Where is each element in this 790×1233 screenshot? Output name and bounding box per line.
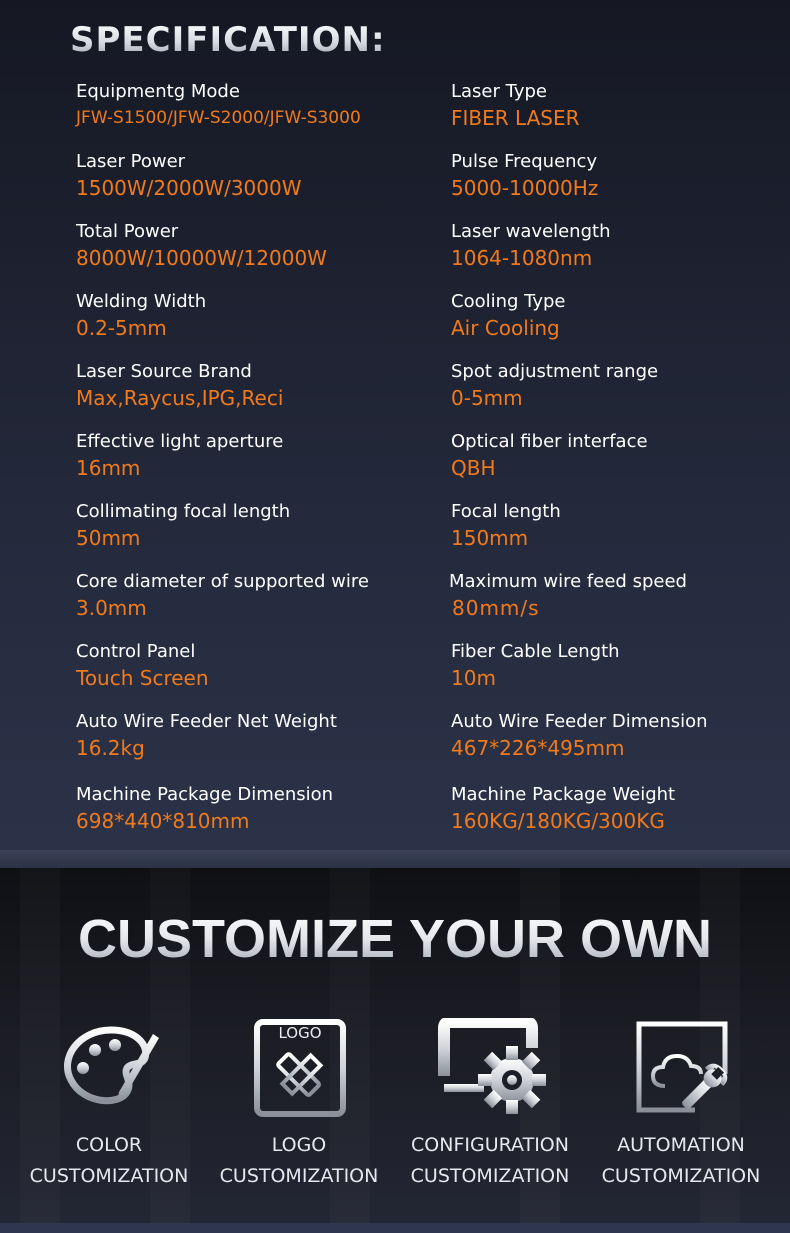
spec-label: Effective light aperture xyxy=(76,431,284,452)
spec-value: 698*440*810mm xyxy=(76,809,250,833)
logo-icon-text: LOGO xyxy=(278,1024,322,1042)
spec-value: 3.0mm xyxy=(76,596,147,620)
spec-label: Machine Package Dimension xyxy=(76,784,334,805)
customization-label xyxy=(586,1130,776,1192)
spec-item xyxy=(76,290,206,341)
spec-item xyxy=(76,150,302,201)
spec-label: Core diameter of supported wire xyxy=(76,571,369,592)
spec-label: Laser Power xyxy=(76,151,186,172)
spec-value: 16mm xyxy=(76,456,141,480)
automation-customization-card xyxy=(586,1018,776,1192)
spec-value: 160KG/180KG/300KG xyxy=(451,809,665,833)
spec-label: Cooling Type xyxy=(451,291,566,312)
spec-value: FIBER LASER xyxy=(451,106,580,130)
logo-window-icon xyxy=(239,1018,359,1118)
cloud-wrench-icon xyxy=(621,1018,741,1118)
spec-item xyxy=(451,500,561,551)
spec-label: Control Panel xyxy=(76,641,196,662)
spec-value: 1064-1080nm xyxy=(451,246,593,270)
spec-item xyxy=(451,220,611,271)
spec-item xyxy=(76,220,327,271)
spec-label: Auto Wire Feeder Net Weight xyxy=(76,711,337,732)
spec-value: 5000-10000Hz xyxy=(451,176,599,200)
spec-item xyxy=(451,150,598,201)
spec-value: 467*226*495mm xyxy=(451,736,625,760)
spec-value: 0-5mm xyxy=(451,386,523,410)
customize-section xyxy=(0,868,790,1223)
spec-label: Pulse Frequency xyxy=(451,151,598,172)
spec-value: 0.2-5mm xyxy=(76,316,167,340)
customization-label xyxy=(204,1130,394,1192)
label-line-1: LOGO xyxy=(271,1134,327,1156)
spec-title: SPECIFICATION: xyxy=(70,20,386,60)
spec-value: 50mm xyxy=(76,526,141,550)
spec-label: Laser Source Brand xyxy=(76,361,252,382)
color-customization-card xyxy=(14,1018,204,1192)
customize-title: CUSTOMIZE YOUR OWN xyxy=(0,908,790,970)
label-line-1: AUTOMATION xyxy=(617,1134,745,1156)
spec-label: Maximum wire feed speed xyxy=(449,571,687,592)
spec-label: Spot adjustment range xyxy=(451,361,659,382)
spec-label: Equipmentg Mode xyxy=(76,81,240,102)
spec-label: Fiber Cable Length xyxy=(451,641,620,662)
spec-value: 10m xyxy=(451,666,496,690)
spec-item xyxy=(451,290,566,341)
label-line-1: CONFIGURATION xyxy=(411,1134,569,1156)
spec-label: Laser Type xyxy=(451,81,547,102)
spec-value: Air Cooling xyxy=(451,316,560,340)
spec-value: 16.2kg xyxy=(76,736,145,760)
spec-value: 8000W/10000W/12000W xyxy=(76,246,327,270)
spec-item xyxy=(76,570,369,621)
spec-label: Laser wavelength xyxy=(451,221,611,242)
palette-icon xyxy=(49,1018,169,1118)
spec-label: Machine Package Weight xyxy=(451,784,676,805)
spec-item xyxy=(76,80,361,131)
spec-label: Total Power xyxy=(76,221,179,242)
spec-item xyxy=(76,360,283,411)
spec-item xyxy=(76,710,337,761)
spec-value: Touch Screen xyxy=(76,666,209,690)
spec-item xyxy=(76,430,283,481)
spec-label: Optical fiber interface xyxy=(451,431,648,452)
spec-item xyxy=(451,80,580,131)
logo-customization-card xyxy=(204,1018,394,1192)
bottom-bar xyxy=(0,1223,790,1233)
section-divider xyxy=(0,850,790,868)
spec-value: 150mm xyxy=(451,526,529,550)
spec-value: 80mm/s xyxy=(452,596,540,620)
spec-label: Collimating focal length xyxy=(76,501,291,522)
spec-item xyxy=(76,500,290,551)
spec-item xyxy=(76,783,333,834)
label-line-2: CUSTOMIZATION xyxy=(219,1165,379,1187)
spec-item xyxy=(451,430,648,481)
spec-label: Welding Width xyxy=(76,291,207,312)
spec-item xyxy=(76,640,209,691)
spec-label: Auto Wire Feeder Dimension xyxy=(451,711,708,732)
label-line-2: CUSTOMIZATION xyxy=(410,1165,570,1187)
spec-item xyxy=(451,783,675,834)
spec-item xyxy=(451,710,708,761)
spec-item xyxy=(451,360,658,411)
label-line-1: COLOR xyxy=(75,1134,143,1156)
label-line-2: CUSTOMIZATION xyxy=(601,1165,761,1187)
spec-value: QBH xyxy=(451,456,496,480)
customization-label xyxy=(395,1130,585,1192)
gear-icon xyxy=(430,1018,550,1118)
spec-label: Focal length xyxy=(451,501,561,522)
spec-item xyxy=(449,570,687,621)
configuration-customization-card xyxy=(395,1018,585,1192)
spec-value: 1500W/2000W/3000W xyxy=(76,176,302,200)
customization-label xyxy=(14,1130,204,1192)
spec-value: JFW-S1500/JFW-S2000/JFW-S3000 xyxy=(76,108,361,128)
label-line-2: CUSTOMIZATION xyxy=(29,1165,189,1187)
spec-item xyxy=(451,640,620,691)
spec-value: Max,Raycus,IPG,Reci xyxy=(76,386,284,410)
